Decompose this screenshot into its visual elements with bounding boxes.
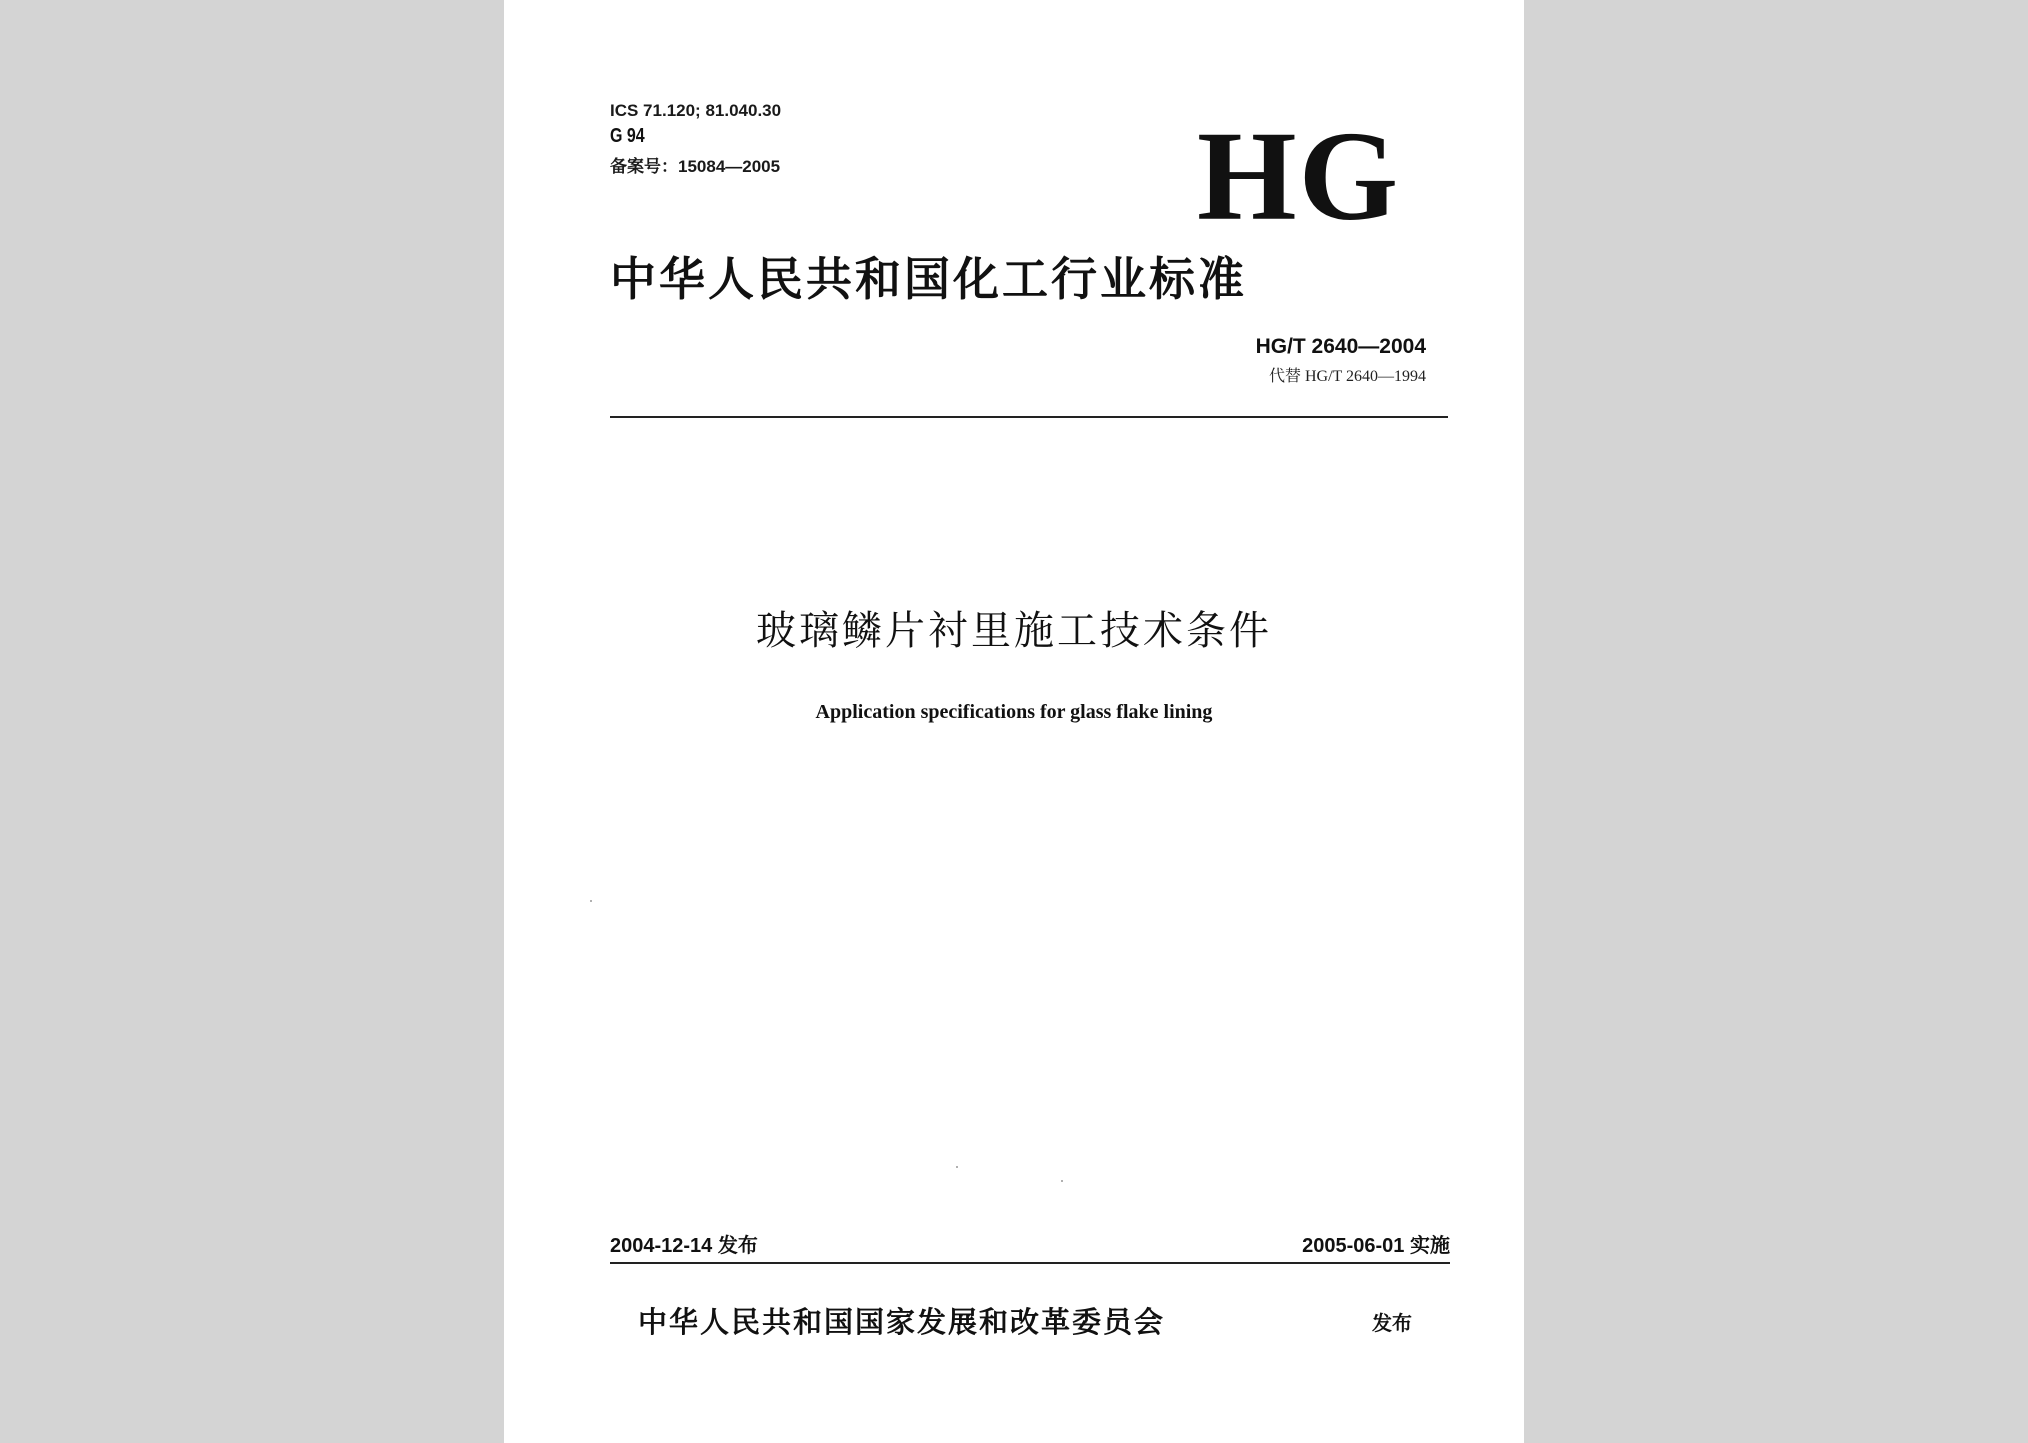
issuing-authority: 中华人民共和国国家发展和改革委员会: [638, 1305, 1166, 1339]
issue-label: 发布: [1372, 1311, 1412, 1335]
standard-code: HG/T 2640—2004: [1255, 335, 1426, 358]
scan-speck: [1061, 1180, 1063, 1182]
english-title: Application specifications for glass flake lining: [815, 701, 1213, 723]
implement-date: 2005-06-01 实施: [1302, 1235, 1450, 1257]
ccs-code: G 94: [610, 125, 645, 147]
document-page: [504, 0, 1524, 1443]
footer-divider: [610, 1262, 1450, 1264]
ics-code: ICS 71.120; 81.040.30: [610, 101, 782, 120]
hg-logo: HG: [1197, 105, 1401, 247]
replaces-code: 代替 HG/T 2640—1994: [1268, 368, 1426, 385]
scan-speck: [590, 900, 592, 902]
filing-number: 备案号：15084—2005: [610, 157, 781, 176]
issue-date: 2004-12-14 发布: [610, 1235, 758, 1257]
header-divider: [610, 416, 1448, 418]
scan-speck: [956, 1166, 958, 1168]
standard-title: 中华人民共和国化工行业标准: [610, 252, 1247, 306]
chinese-title: 玻璃鳞片衬里施工技术条件: [756, 608, 1272, 654]
